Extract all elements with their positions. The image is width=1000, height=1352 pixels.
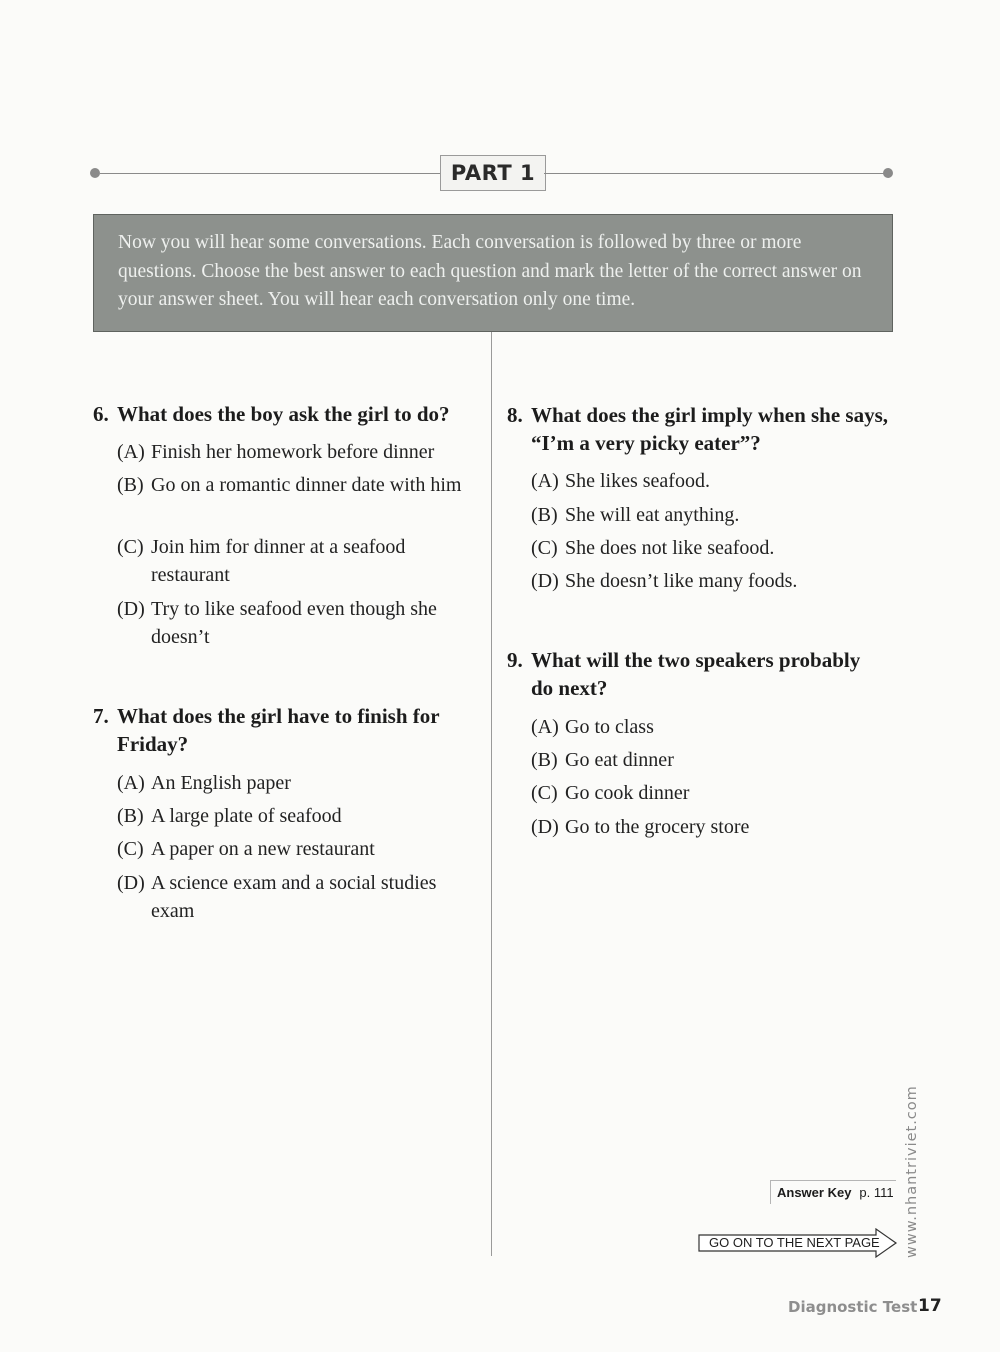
option-letter: (D) — [531, 816, 559, 838]
option-letter: (D) — [531, 570, 559, 592]
option-letter: (C) — [531, 782, 558, 804]
question-text: What does the girl imply when she says, “I’m a very picky eater”? — [531, 403, 889, 455]
option-text: Try to like seafood even though she doesn’t — [151, 598, 437, 648]
rule-left-dot — [90, 168, 100, 178]
option-text: A paper on a new restaurant — [151, 838, 375, 860]
question-title — [507, 646, 882, 702]
question-number: 8. — [507, 403, 523, 427]
rule-left-line — [100, 173, 440, 174]
go-to-next-page-indicator — [698, 1228, 898, 1260]
option-text: A science exam and a social studies exam — [151, 872, 437, 922]
option-letter: (B) — [531, 749, 558, 771]
option-letter: (B) — [531, 504, 558, 526]
rule-right-line — [544, 173, 884, 174]
option-letter: (D) — [117, 598, 145, 620]
option-text: Go cook dinner — [565, 782, 690, 804]
option-b — [117, 802, 467, 830]
question-title — [507, 401, 902, 457]
option-letter: (B) — [117, 474, 144, 496]
option-text: An English paper — [151, 772, 291, 794]
question-number: 9. — [507, 648, 523, 672]
answer-key-label: Answer Key — [777, 1185, 852, 1200]
option-c — [531, 779, 891, 807]
option-d — [117, 869, 467, 925]
option-c — [531, 534, 891, 562]
part-label: PART 1 — [440, 155, 546, 191]
page-number: 17 — [918, 1296, 942, 1316]
option-text: She will eat anything. — [565, 504, 740, 526]
question-text: What does the boy ask the girl to do? — [117, 402, 450, 426]
question-number: 7. — [93, 704, 109, 728]
question-text: What does the girl have to finish for Friday? — [117, 704, 440, 756]
option-a — [117, 438, 467, 466]
option-text: She likes seafood. — [565, 470, 710, 492]
option-text: Go to the grocery store — [565, 816, 750, 838]
option-b — [531, 501, 891, 529]
next-page-label: GO ON TO THE NEXT PAGE — [709, 1235, 880, 1250]
option-text: Finish her homework before dinner — [151, 441, 435, 463]
option-letter: (D) — [117, 872, 145, 894]
option-b — [117, 471, 467, 499]
option-letter: (A) — [531, 470, 559, 492]
option-c — [117, 533, 467, 589]
option-text: She doesn’t like many foods. — [565, 570, 798, 592]
option-text: Join him for dinner at a seafood restaurant — [151, 536, 406, 586]
option-d — [531, 813, 891, 841]
question-text: What will the two speakers probably do next? — [531, 648, 861, 700]
option-b — [531, 746, 891, 774]
answer-key-reference — [770, 1180, 896, 1204]
option-letter: (C) — [531, 537, 558, 559]
option-a — [531, 467, 891, 495]
question-number: 6. — [93, 402, 109, 426]
option-letter: (B) — [117, 805, 144, 827]
column-divider — [491, 332, 492, 1256]
option-letter: (C) — [117, 838, 144, 860]
section-label: Diagnostic Test — [788, 1298, 918, 1316]
option-letter: (A) — [117, 772, 145, 794]
option-text: Go eat dinner — [565, 749, 674, 771]
answer-key-page: p. 111 — [859, 1185, 894, 1200]
option-text: Go to class — [565, 716, 654, 738]
option-a — [117, 769, 467, 797]
website-watermark: www.nhantriviet.com — [904, 1085, 920, 1258]
question-title — [93, 400, 473, 428]
option-text: She does not like seafood. — [565, 537, 775, 559]
option-letter: (C) — [117, 536, 144, 558]
option-d — [531, 567, 891, 595]
question-title — [93, 702, 463, 758]
instructions-banner: Now you will hear some conversations. Each conversation is followed by three or more questions. Choose the best answer to each question and mark the letter of the correct answer on your answer sheet. You will hear each conversation only one time. — [93, 214, 893, 332]
option-text: Go on a romantic dinner date with him — [151, 474, 462, 496]
option-c — [117, 835, 467, 863]
option-letter: (A) — [531, 716, 559, 738]
rule-right-dot — [883, 168, 893, 178]
option-a — [531, 713, 891, 741]
option-text: A large plate of seafood — [151, 805, 342, 827]
option-letter: (A) — [117, 441, 145, 463]
option-d — [117, 595, 467, 651]
